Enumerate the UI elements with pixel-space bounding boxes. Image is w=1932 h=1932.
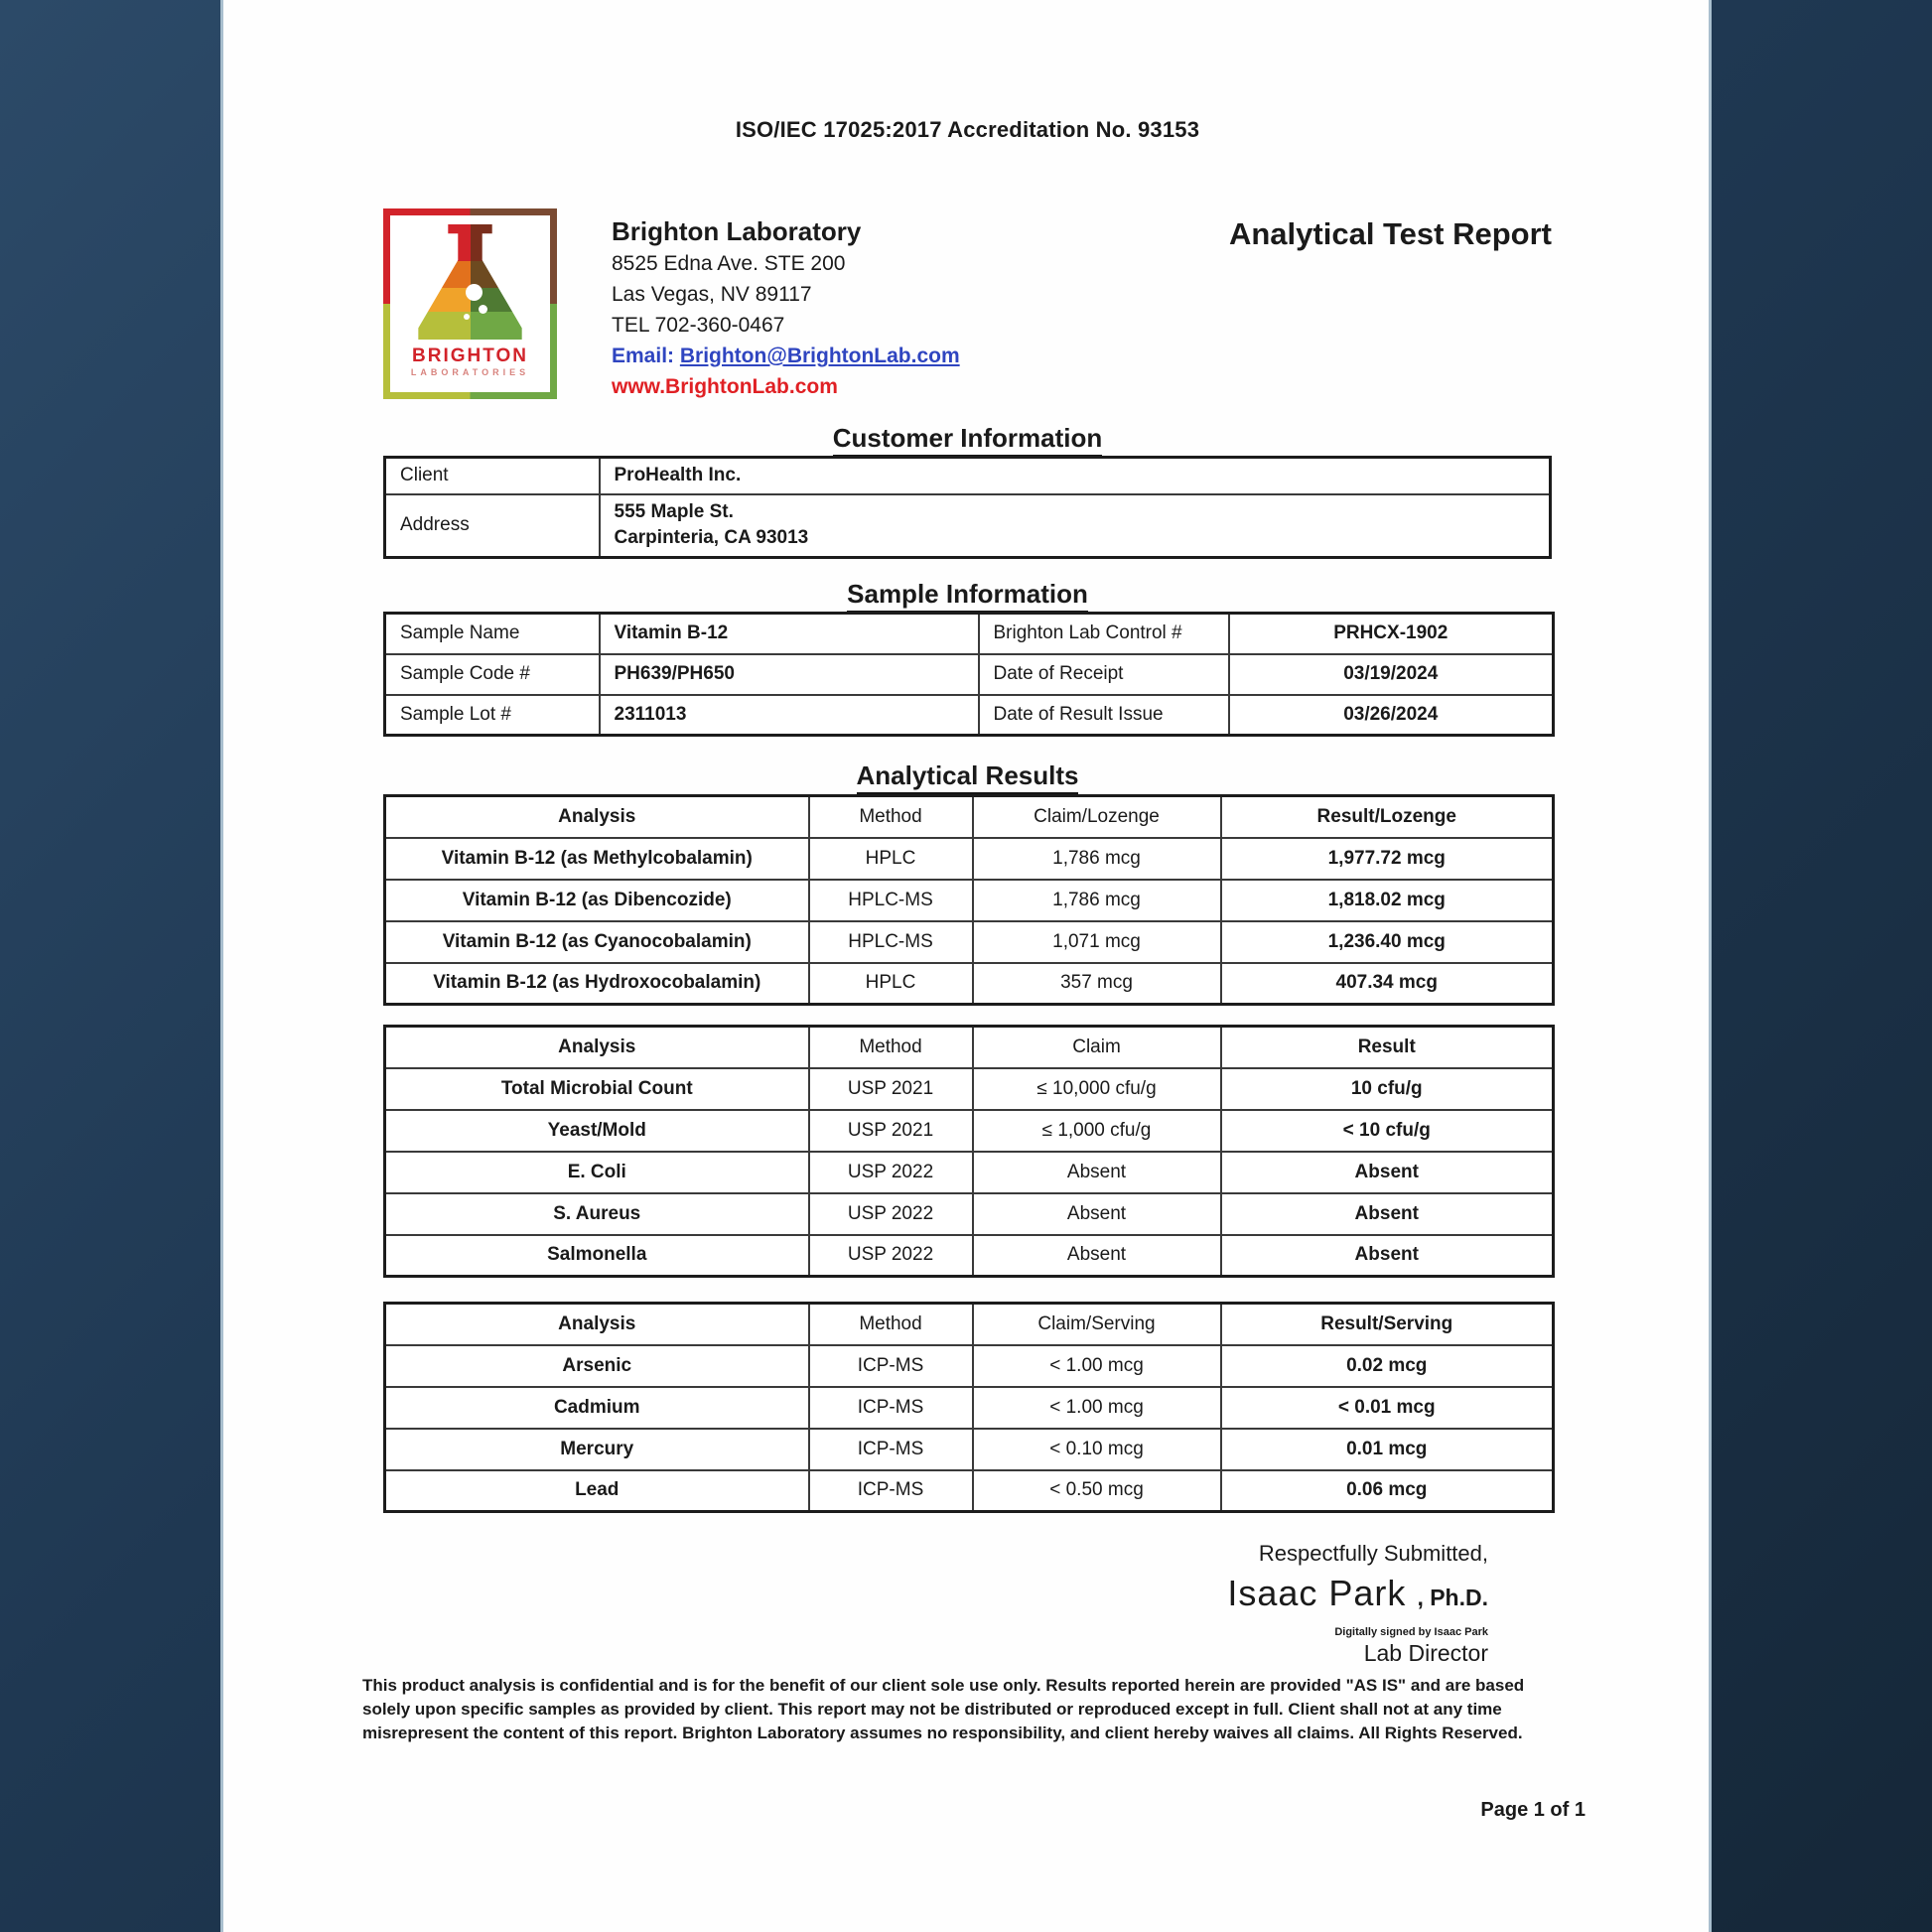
table-row	[385, 921, 1554, 963]
results-table-potency	[383, 794, 1555, 1006]
lab-name: Brighton Laboratory	[612, 216, 862, 246]
customer-info-table	[383, 456, 1552, 559]
sample-info-table	[383, 612, 1555, 737]
table-cell: < 0.50 mcg	[973, 1470, 1221, 1512]
column-header: Method	[809, 796, 973, 838]
table-cell: Vitamin B-12 (as Methylcobalamin)	[385, 838, 809, 880]
sample-value: PRHCX-1902	[1229, 614, 1554, 654]
table-cell: USP 2021	[809, 1068, 973, 1110]
signature-name: Isaac Park	[1227, 1573, 1407, 1613]
table-cell: USP 2021	[809, 1110, 973, 1152]
disclaimer-text: This product analysis is confidential and is for the benefit of our client sole use only. Results reported herein are provided "AS IS" and are based solely upon specific samples as provided by client. This report may not be distributed or reproduced except in full. Client shall not at any time misrepresent the content of this report. Brighton Laboratory assumes no responsibility, and client hereby waives all claims. All Rights Reserved.	[362, 1676, 1525, 1742]
column-header: Method	[809, 1304, 973, 1345]
report-title: Analytical Test Report	[1228, 216, 1552, 251]
table-cell: HPLC-MS	[809, 880, 973, 921]
table-row	[385, 654, 1554, 695]
table-row	[385, 963, 1554, 1005]
logo-wordmark-sub: LABORATORIES	[410, 367, 530, 377]
table-cell: ICP-MS	[809, 1429, 973, 1470]
lab-address-block	[612, 208, 960, 402]
table-cell: Yeast/Mold	[385, 1110, 809, 1152]
table-cell: USP 2022	[809, 1152, 973, 1193]
address-value	[600, 494, 1551, 558]
table-cell: 0.06 mcg	[1221, 1470, 1554, 1512]
column-header: Claim	[973, 1027, 1221, 1068]
table-cell: < 1.00 mcg	[973, 1387, 1221, 1429]
analytical-results-heading: Analytical Results	[383, 760, 1552, 795]
table-row	[385, 1193, 1554, 1235]
sample-label: Brighton Lab Control #	[979, 614, 1229, 654]
table-cell: < 0.01 mcg	[1221, 1387, 1554, 1429]
table-row	[385, 1345, 1554, 1387]
table-cell: Absent	[1221, 1235, 1554, 1277]
table-row	[385, 1235, 1554, 1277]
column-header: Analysis	[385, 796, 809, 838]
address-label: Address	[385, 494, 600, 558]
table-row	[385, 695, 1554, 736]
client-label: Client	[385, 458, 600, 494]
sample-label: Sample Name	[385, 614, 600, 654]
table-cell: Absent	[973, 1193, 1221, 1235]
header-row	[385, 1027, 1554, 1068]
logo-frame-bottom	[383, 392, 557, 399]
table-cell: Absent	[973, 1235, 1221, 1277]
lab-email-row	[612, 341, 960, 371]
column-header: Claim/Lozenge	[973, 796, 1221, 838]
website-link: www.BrightonLab.com	[612, 375, 838, 398]
column-header: Analysis	[385, 1304, 809, 1345]
brighton-logo	[383, 208, 557, 399]
table-cell: 1,977.72 mcg	[1221, 838, 1554, 880]
flask-icon	[415, 224, 525, 340]
sample-value: 03/26/2024	[1229, 695, 1554, 736]
page-number: Page 1 of 1	[1480, 1799, 1586, 1821]
table-cell: Lead	[385, 1470, 809, 1512]
table-cell: S. Aureus	[385, 1193, 809, 1235]
sample-label: Sample Lot #	[385, 695, 600, 736]
table-row	[385, 1387, 1554, 1429]
table-cell: ICP-MS	[809, 1345, 973, 1387]
column-header: Analysis	[385, 1027, 809, 1068]
table-cell: USP 2022	[809, 1235, 973, 1277]
sample-label: Sample Code #	[385, 654, 600, 695]
customer-information-heading: Customer Information	[383, 423, 1552, 458]
report-page	[220, 0, 1712, 1932]
table-cell: Vitamin B-12 (as Cyanocobalamin)	[385, 921, 809, 963]
address-line1: 555 Maple St.	[614, 501, 734, 523]
flask-right-half	[471, 224, 526, 340]
table-cell: Salmonella	[385, 1235, 809, 1277]
header-row	[385, 1304, 1554, 1345]
column-header: Method	[809, 1027, 973, 1068]
column-header: Result	[1221, 1027, 1554, 1068]
table-row	[385, 1068, 1554, 1110]
lab-phone: TEL 702-360-0467	[612, 314, 785, 337]
results-table-heavy-metals	[383, 1302, 1555, 1513]
sample-information-heading: Sample Information	[383, 579, 1552, 614]
results-table-microbial	[383, 1025, 1555, 1278]
table-row	[385, 494, 1551, 558]
sample-value: 03/19/2024	[1229, 654, 1554, 695]
table-cell: Cadmium	[385, 1387, 809, 1429]
signer-role: Lab Director	[1363, 1640, 1488, 1666]
flask-left-half	[415, 224, 471, 340]
table-cell: 0.02 mcg	[1221, 1345, 1554, 1387]
logo-frame-top	[383, 208, 557, 215]
table-cell: Total Microbial Count	[385, 1068, 809, 1110]
table-row	[385, 880, 1554, 921]
client-value: ProHealth Inc.	[600, 458, 1551, 494]
lab-address-line1: 8525 Edna Ave. STE 200	[612, 252, 846, 275]
email-label: Email:	[612, 345, 680, 367]
signature-suffix: , Ph.D.	[1417, 1585, 1488, 1610]
table-cell: < 10 cfu/g	[1221, 1110, 1554, 1152]
email-link[interactable]: Brighton@BrightonLab.com	[679, 345, 960, 367]
address-line2: Carpinteria, CA 93013	[614, 527, 809, 549]
column-header: Claim/Serving	[973, 1304, 1221, 1345]
table-cell: < 0.10 mcg	[973, 1429, 1221, 1470]
header-row	[385, 796, 1554, 838]
table-cell: < 1.00 mcg	[973, 1345, 1221, 1387]
table-cell: Vitamin B-12 (as Dibencozide)	[385, 880, 809, 921]
digital-signature-note: Digitally signed by Isaac Park	[1334, 1626, 1488, 1638]
table-cell: HPLC	[809, 838, 973, 880]
table-row	[385, 1429, 1554, 1470]
lab-address-line2: Las Vegas, NV 89117	[612, 283, 812, 306]
table-cell: ≤ 10,000 cfu/g	[973, 1068, 1221, 1110]
table-cell: 0.01 mcg	[1221, 1429, 1554, 1470]
signature-salutation: Respectfully Submitted,	[1258, 1541, 1488, 1566]
table-cell: Arsenic	[385, 1345, 809, 1387]
table-cell: 1,786 mcg	[973, 880, 1221, 921]
table-cell: E. Coli	[385, 1152, 809, 1193]
table-cell: Mercury	[385, 1429, 809, 1470]
table-cell: Absent	[973, 1152, 1221, 1193]
signature-block	[383, 1541, 1552, 1667]
table-cell: 357 mcg	[973, 963, 1221, 1005]
table-cell: 10 cfu/g	[1221, 1068, 1554, 1110]
table-row	[385, 458, 1551, 494]
signature-name-line	[383, 1573, 1488, 1614]
table-row	[385, 1470, 1554, 1512]
table-cell: 1,786 mcg	[973, 838, 1221, 880]
table-row	[385, 1110, 1554, 1152]
table-cell: ≤ 1,000 cfu/g	[973, 1110, 1221, 1152]
sample-label: Date of Receipt	[979, 654, 1229, 695]
table-row	[385, 1152, 1554, 1193]
table-cell: 1,071 mcg	[973, 921, 1221, 963]
column-header: Result/Serving	[1221, 1304, 1554, 1345]
table-cell: HPLC	[809, 963, 973, 1005]
table-row	[385, 614, 1554, 654]
sample-value: 2311013	[600, 695, 979, 736]
table-cell: Vitamin B-12 (as Hydroxocobalamin)	[385, 963, 809, 1005]
table-cell: 407.34 mcg	[1221, 963, 1554, 1005]
table-cell: 1,818.02 mcg	[1221, 880, 1554, 921]
table-cell: ICP-MS	[809, 1387, 973, 1429]
sample-value: PH639/PH650	[600, 654, 979, 695]
letterhead	[383, 208, 1552, 402]
table-row	[385, 838, 1554, 880]
accreditation-line: ISO/IEC 17025:2017 Accreditation No. 93153	[735, 117, 1200, 142]
column-header: Result/Lozenge	[1221, 796, 1554, 838]
table-cell: 1,236.40 mcg	[1221, 921, 1554, 963]
table-cell: ICP-MS	[809, 1470, 973, 1512]
table-cell: Absent	[1221, 1193, 1554, 1235]
table-cell: USP 2022	[809, 1193, 973, 1235]
table-cell: HPLC-MS	[809, 921, 973, 963]
table-cell: Absent	[1221, 1152, 1554, 1193]
logo-wordmark: BRIGHTON	[412, 345, 528, 366]
sample-label: Date of Result Issue	[979, 695, 1229, 736]
sample-value: Vitamin B-12	[600, 614, 979, 654]
